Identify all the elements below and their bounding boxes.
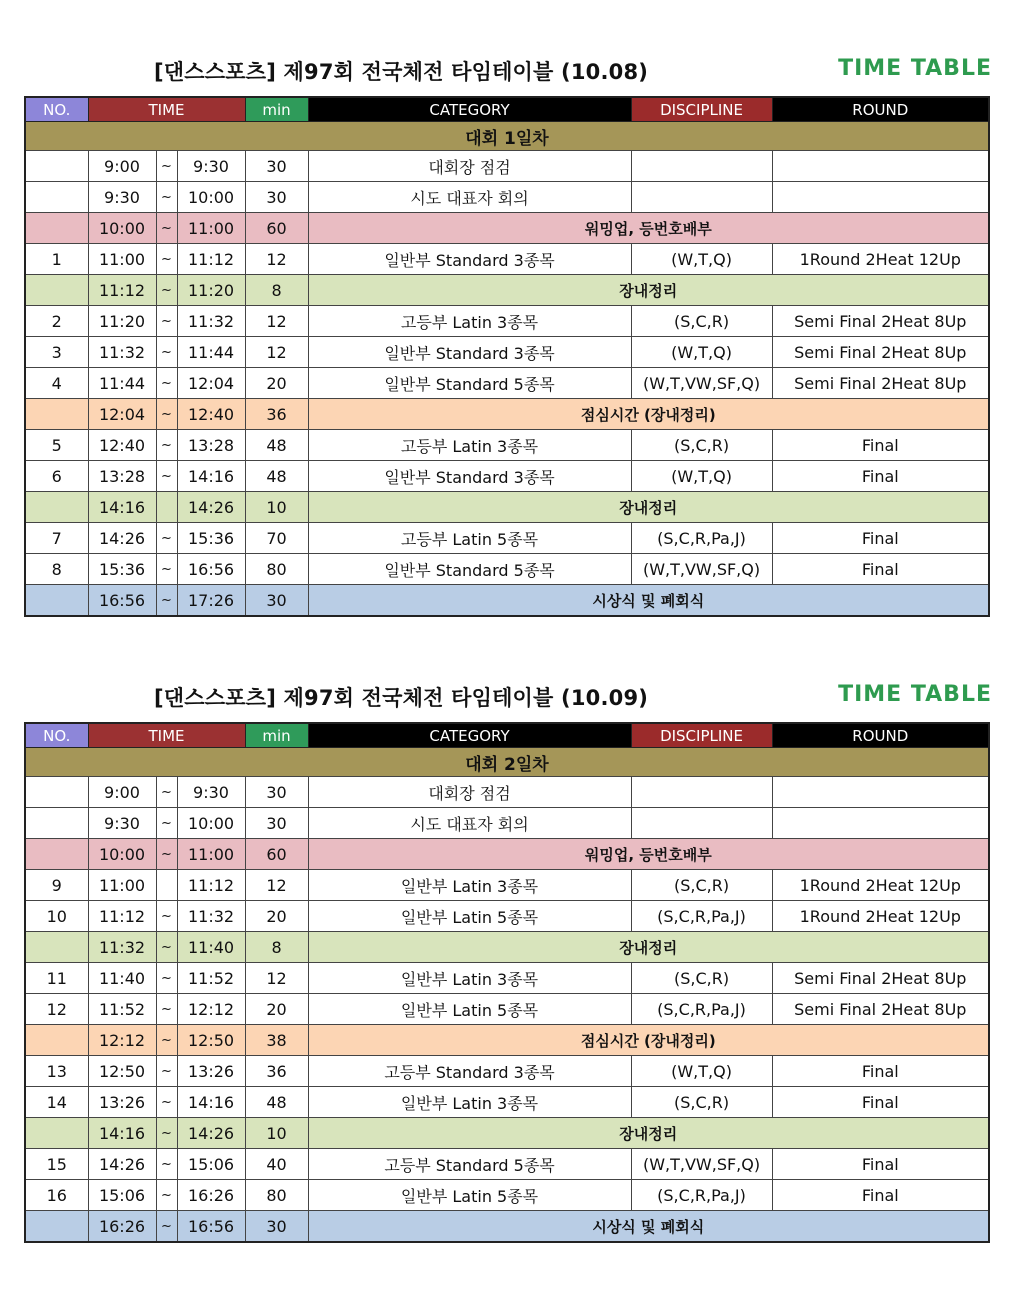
row-minutes: 10 [245,1118,308,1149]
row-category: 일반부 Latin 5종목 [308,1180,631,1211]
row-tilde: ~ [156,777,177,808]
row-no [25,399,88,430]
row-minutes: 30 [245,808,308,839]
row-category: 일반부 Latin 5종목 [308,994,631,1025]
row-tilde: ~ [156,839,177,870]
row-end-time: 12:12 [177,994,245,1025]
header-round: ROUND [772,723,989,748]
row-start-time: 12:12 [88,1025,156,1056]
row-minutes: 38 [245,1025,308,1056]
table-row [25,1180,989,1211]
row-round: Final [772,1087,989,1118]
row-minutes: 20 [245,368,308,399]
title-row [24,682,992,722]
row-no: 15 [25,1149,88,1180]
row-category: 고등부 Standard 5종목 [308,1149,631,1180]
header-min: min [245,97,308,122]
table-row [25,808,989,839]
row-round: 1Round 2Heat 12Up [772,901,989,932]
row-tilde: ~ [156,244,177,275]
row-minutes: 8 [245,275,308,306]
row-minutes: 30 [245,585,308,617]
row-start-time: 11:32 [88,932,156,963]
row-tilde: ~ [156,430,177,461]
row-tilde [156,492,177,523]
row-no: 1 [25,244,88,275]
row-minutes: 80 [245,1180,308,1211]
time-table-label: TIME TABLE [838,56,992,81]
row-no [25,275,88,306]
row-end-time: 11:12 [177,244,245,275]
row-start-time: 13:26 [88,1087,156,1118]
row-category: 일반부 Standard 5종목 [308,368,631,399]
row-minutes: 30 [245,182,308,213]
row-tilde: ~ [156,1118,177,1149]
row-no [25,492,88,523]
row-no [25,777,88,808]
row-start-time: 13:28 [88,461,156,492]
row-tilde: ~ [156,213,177,244]
row-tilde: ~ [156,1087,177,1118]
header-row [25,97,989,122]
row-round: 1Round 2Heat 12Up [772,244,989,275]
row-tilde: ~ [156,1211,177,1243]
row-start-time: 11:20 [88,306,156,337]
table-row [25,585,989,617]
row-end-time: 11:32 [177,306,245,337]
row-end-time: 11:00 [177,213,245,244]
row-round: Semi Final 2Heat 8Up [772,994,989,1025]
row-tilde: ~ [156,399,177,430]
row-discipline: (S,C,R,Pa,J) [631,1180,772,1211]
row-tilde: ~ [156,368,177,399]
row-end-time: 12:40 [177,399,245,430]
row-minutes: 70 [245,523,308,554]
row-start-time: 16:26 [88,1211,156,1243]
header-discipline: DISCIPLINE [631,97,772,122]
table-row [25,275,989,306]
header-row [25,723,989,748]
row-minutes: 30 [245,151,308,182]
row-event: 워밍업, 등번호배부 [308,213,989,244]
row-minutes: 80 [245,554,308,585]
row-round: Final [772,461,989,492]
header-time: TIME [88,97,245,122]
row-end-time: 14:16 [177,461,245,492]
row-tilde: ~ [156,808,177,839]
row-end-time: 16:56 [177,554,245,585]
row-start-time: 14:26 [88,1149,156,1180]
row-no [25,808,88,839]
row-minutes: 20 [245,901,308,932]
row-tilde: ~ [156,1149,177,1180]
row-start-time: 11:44 [88,368,156,399]
row-discipline [631,808,772,839]
row-tilde: ~ [156,901,177,932]
row-discipline: (S,C,R) [631,306,772,337]
row-minutes: 10 [245,492,308,523]
row-discipline: (S,C,R) [631,430,772,461]
row-event: 점심시간 (장내정리) [308,1025,989,1056]
row-category: 고등부 Latin 5종목 [308,523,631,554]
day-row [25,122,989,151]
row-round: Semi Final 2Heat 8Up [772,368,989,399]
row-start-time: 12:50 [88,1056,156,1087]
row-category: 대회장 점검 [308,151,631,182]
row-category: 고등부 Latin 3종목 [308,430,631,461]
page-title: [댄스스포츠] 제97회 전국체전 타임테이블 (10.09) [154,686,649,710]
row-end-time: 10:00 [177,808,245,839]
row-round [772,151,989,182]
row-round [772,808,989,839]
row-start-time: 10:00 [88,213,156,244]
row-start-time: 11:00 [88,244,156,275]
row-minutes: 12 [245,337,308,368]
row-round: Final [772,554,989,585]
row-no: 3 [25,337,88,368]
row-category: 대회장 점검 [308,777,631,808]
table-row [25,901,989,932]
row-end-time: 11:52 [177,963,245,994]
row-no [25,839,88,870]
row-minutes: 12 [245,870,308,901]
row-event: 점심시간 (장내정리) [308,399,989,430]
row-category: 시도 대표자 회의 [308,182,631,213]
row-start-time: 9:30 [88,182,156,213]
row-end-time: 17:26 [177,585,245,617]
row-category: 고등부 Standard 3종목 [308,1056,631,1087]
table-row [25,963,989,994]
row-event: 장내정리 [308,492,989,523]
row-start-time: 11:12 [88,275,156,306]
table-row [25,1211,989,1243]
row-end-time: 12:04 [177,368,245,399]
header-time: TIME [88,723,245,748]
row-end-time: 16:56 [177,1211,245,1243]
row-end-time: 11:00 [177,839,245,870]
table-row [25,461,989,492]
table-row [25,554,989,585]
header-category: CATEGORY [308,723,631,748]
table-row [25,430,989,461]
row-tilde: ~ [156,1025,177,1056]
row-minutes: 30 [245,777,308,808]
row-end-time: 15:06 [177,1149,245,1180]
row-end-time: 9:30 [177,151,245,182]
row-end-time: 10:00 [177,182,245,213]
row-no [25,1211,88,1243]
table-row [25,523,989,554]
day-row [25,748,989,777]
row-tilde: ~ [156,275,177,306]
header-no: NO. [25,97,88,122]
day-label: 대회 1일차 [25,122,989,151]
table-row [25,213,989,244]
row-discipline: (S,C,R) [631,1087,772,1118]
row-end-time: 9:30 [177,777,245,808]
row-minutes: 60 [245,839,308,870]
row-event: 장내정리 [308,1118,989,1149]
row-round: 1Round 2Heat 12Up [772,870,989,901]
row-tilde [156,870,177,901]
row-end-time: 14:26 [177,1118,245,1149]
row-category: 일반부 Standard 3종목 [308,337,631,368]
row-discipline: (S,C,R,Pa,J) [631,901,772,932]
row-no: 2 [25,306,88,337]
table-row [25,1087,989,1118]
row-no: 6 [25,461,88,492]
row-no: 13 [25,1056,88,1087]
row-start-time: 15:06 [88,1180,156,1211]
row-minutes: 36 [245,1056,308,1087]
row-round: Semi Final 2Heat 8Up [772,963,989,994]
row-category: 시도 대표자 회의 [308,808,631,839]
table-row [25,1149,989,1180]
header-min: min [245,723,308,748]
table-row [25,182,989,213]
row-tilde: ~ [156,994,177,1025]
row-minutes: 48 [245,1087,308,1118]
row-start-time: 11:52 [88,994,156,1025]
row-discipline: (S,C,R) [631,963,772,994]
row-tilde: ~ [156,523,177,554]
row-round: Final [772,523,989,554]
row-minutes: 40 [245,1149,308,1180]
row-no: 14 [25,1087,88,1118]
table-row [25,337,989,368]
timetable-day2 [24,682,992,1243]
row-no [25,213,88,244]
row-discipline: (S,C,R,Pa,J) [631,994,772,1025]
row-category: 일반부 Latin 3종목 [308,963,631,994]
row-start-time: 9:00 [88,777,156,808]
row-start-time: 14:16 [88,1118,156,1149]
row-round [772,777,989,808]
row-no [25,182,88,213]
row-category: 일반부 Standard 5종목 [308,554,631,585]
row-no: 4 [25,368,88,399]
row-minutes: 60 [245,213,308,244]
row-tilde: ~ [156,151,177,182]
row-tilde: ~ [156,1056,177,1087]
row-no: 16 [25,1180,88,1211]
row-end-time: 15:36 [177,523,245,554]
row-discipline: (W,T,Q) [631,1056,772,1087]
header-round: ROUND [772,97,989,122]
row-no [25,151,88,182]
table-row [25,306,989,337]
row-minutes: 12 [245,306,308,337]
row-discipline: (S,C,R,Pa,J) [631,523,772,554]
row-category: 일반부 Standard 3종목 [308,461,631,492]
table-row [25,244,989,275]
row-start-time: 15:36 [88,554,156,585]
row-end-time: 12:50 [177,1025,245,1056]
row-start-time: 14:16 [88,492,156,523]
table-row [25,839,989,870]
header-category: CATEGORY [308,97,631,122]
row-discipline [631,777,772,808]
table-row [25,870,989,901]
row-no [25,1025,88,1056]
row-category: 일반부 Standard 3종목 [308,244,631,275]
row-minutes: 30 [245,1211,308,1243]
table-row [25,368,989,399]
row-no: 12 [25,994,88,1025]
row-no: 10 [25,901,88,932]
row-tilde: ~ [156,182,177,213]
row-tilde: ~ [156,963,177,994]
row-start-time: 11:00 [88,870,156,901]
row-end-time: 11:44 [177,337,245,368]
row-end-time: 14:16 [177,1087,245,1118]
row-discipline: (S,C,R) [631,870,772,901]
row-end-time: 11:32 [177,901,245,932]
table-row [25,151,989,182]
row-round: Semi Final 2Heat 8Up [772,337,989,368]
table-row [25,399,989,430]
table-row [25,777,989,808]
row-end-time: 13:26 [177,1056,245,1087]
row-minutes: 12 [245,244,308,275]
row-start-time: 9:30 [88,808,156,839]
row-tilde: ~ [156,554,177,585]
row-end-time: 13:28 [177,430,245,461]
row-tilde: ~ [156,1180,177,1211]
row-round: Final [772,430,989,461]
row-no: 7 [25,523,88,554]
row-no [25,932,88,963]
row-end-time: 11:12 [177,870,245,901]
row-no: 8 [25,554,88,585]
row-discipline [631,151,772,182]
row-start-time: 9:00 [88,151,156,182]
row-tilde: ~ [156,306,177,337]
row-round: Semi Final 2Heat 8Up [772,306,989,337]
row-event: 장내정리 [308,932,989,963]
row-category: 고등부 Latin 3종목 [308,306,631,337]
row-end-time: 16:26 [177,1180,245,1211]
row-event: 시상식 및 폐회식 [308,1211,989,1243]
row-start-time: 11:40 [88,963,156,994]
schedule-table [24,96,990,617]
row-event: 시상식 및 폐회식 [308,585,989,617]
row-event: 워밍업, 등번호배부 [308,839,989,870]
row-no [25,585,88,617]
table-row [25,932,989,963]
row-round: Final [772,1149,989,1180]
row-end-time: 11:20 [177,275,245,306]
row-round [772,182,989,213]
row-start-time: 12:40 [88,430,156,461]
row-no: 9 [25,870,88,901]
row-tilde: ~ [156,337,177,368]
row-category: 일반부 Latin 5종목 [308,901,631,932]
table-row [25,492,989,523]
row-start-time: 12:04 [88,399,156,430]
row-discipline: (W,T,Q) [631,337,772,368]
row-minutes: 8 [245,932,308,963]
row-tilde: ~ [156,461,177,492]
day-label: 대회 2일차 [25,748,989,777]
table-row [25,1025,989,1056]
schedule-table [24,722,990,1243]
page-title: [댄스스포츠] 제97회 전국체전 타임테이블 (10.08) [154,60,649,84]
row-minutes: 20 [245,994,308,1025]
row-start-time: 14:26 [88,523,156,554]
table-row [25,1056,989,1087]
row-end-time: 11:40 [177,932,245,963]
row-end-time: 14:26 [177,492,245,523]
row-no [25,1118,88,1149]
row-discipline [631,182,772,213]
row-category: 일반부 Latin 3종목 [308,870,631,901]
row-no: 5 [25,430,88,461]
row-round: Final [772,1180,989,1211]
row-start-time: 11:12 [88,901,156,932]
row-minutes: 12 [245,963,308,994]
row-minutes: 48 [245,430,308,461]
row-discipline: (W,T,Q) [631,244,772,275]
row-start-time: 11:32 [88,337,156,368]
row-discipline: (W,T,VW,SF,Q) [631,368,772,399]
row-event: 장내정리 [308,275,989,306]
row-start-time: 10:00 [88,839,156,870]
table-row [25,1118,989,1149]
header-no: NO. [25,723,88,748]
table-row [25,994,989,1025]
row-discipline: (W,T,Q) [631,461,772,492]
row-category: 일반부 Latin 3종목 [308,1087,631,1118]
row-tilde: ~ [156,932,177,963]
row-discipline: (W,T,VW,SF,Q) [631,1149,772,1180]
row-start-time: 16:56 [88,585,156,617]
row-minutes: 36 [245,399,308,430]
timetable-day1 [24,56,992,617]
time-table-label: TIME TABLE [838,682,992,707]
row-minutes: 48 [245,461,308,492]
row-no: 11 [25,963,88,994]
row-round: Final [772,1056,989,1087]
row-discipline: (W,T,VW,SF,Q) [631,554,772,585]
title-row [24,56,992,96]
row-tilde: ~ [156,585,177,617]
header-discipline: DISCIPLINE [631,723,772,748]
